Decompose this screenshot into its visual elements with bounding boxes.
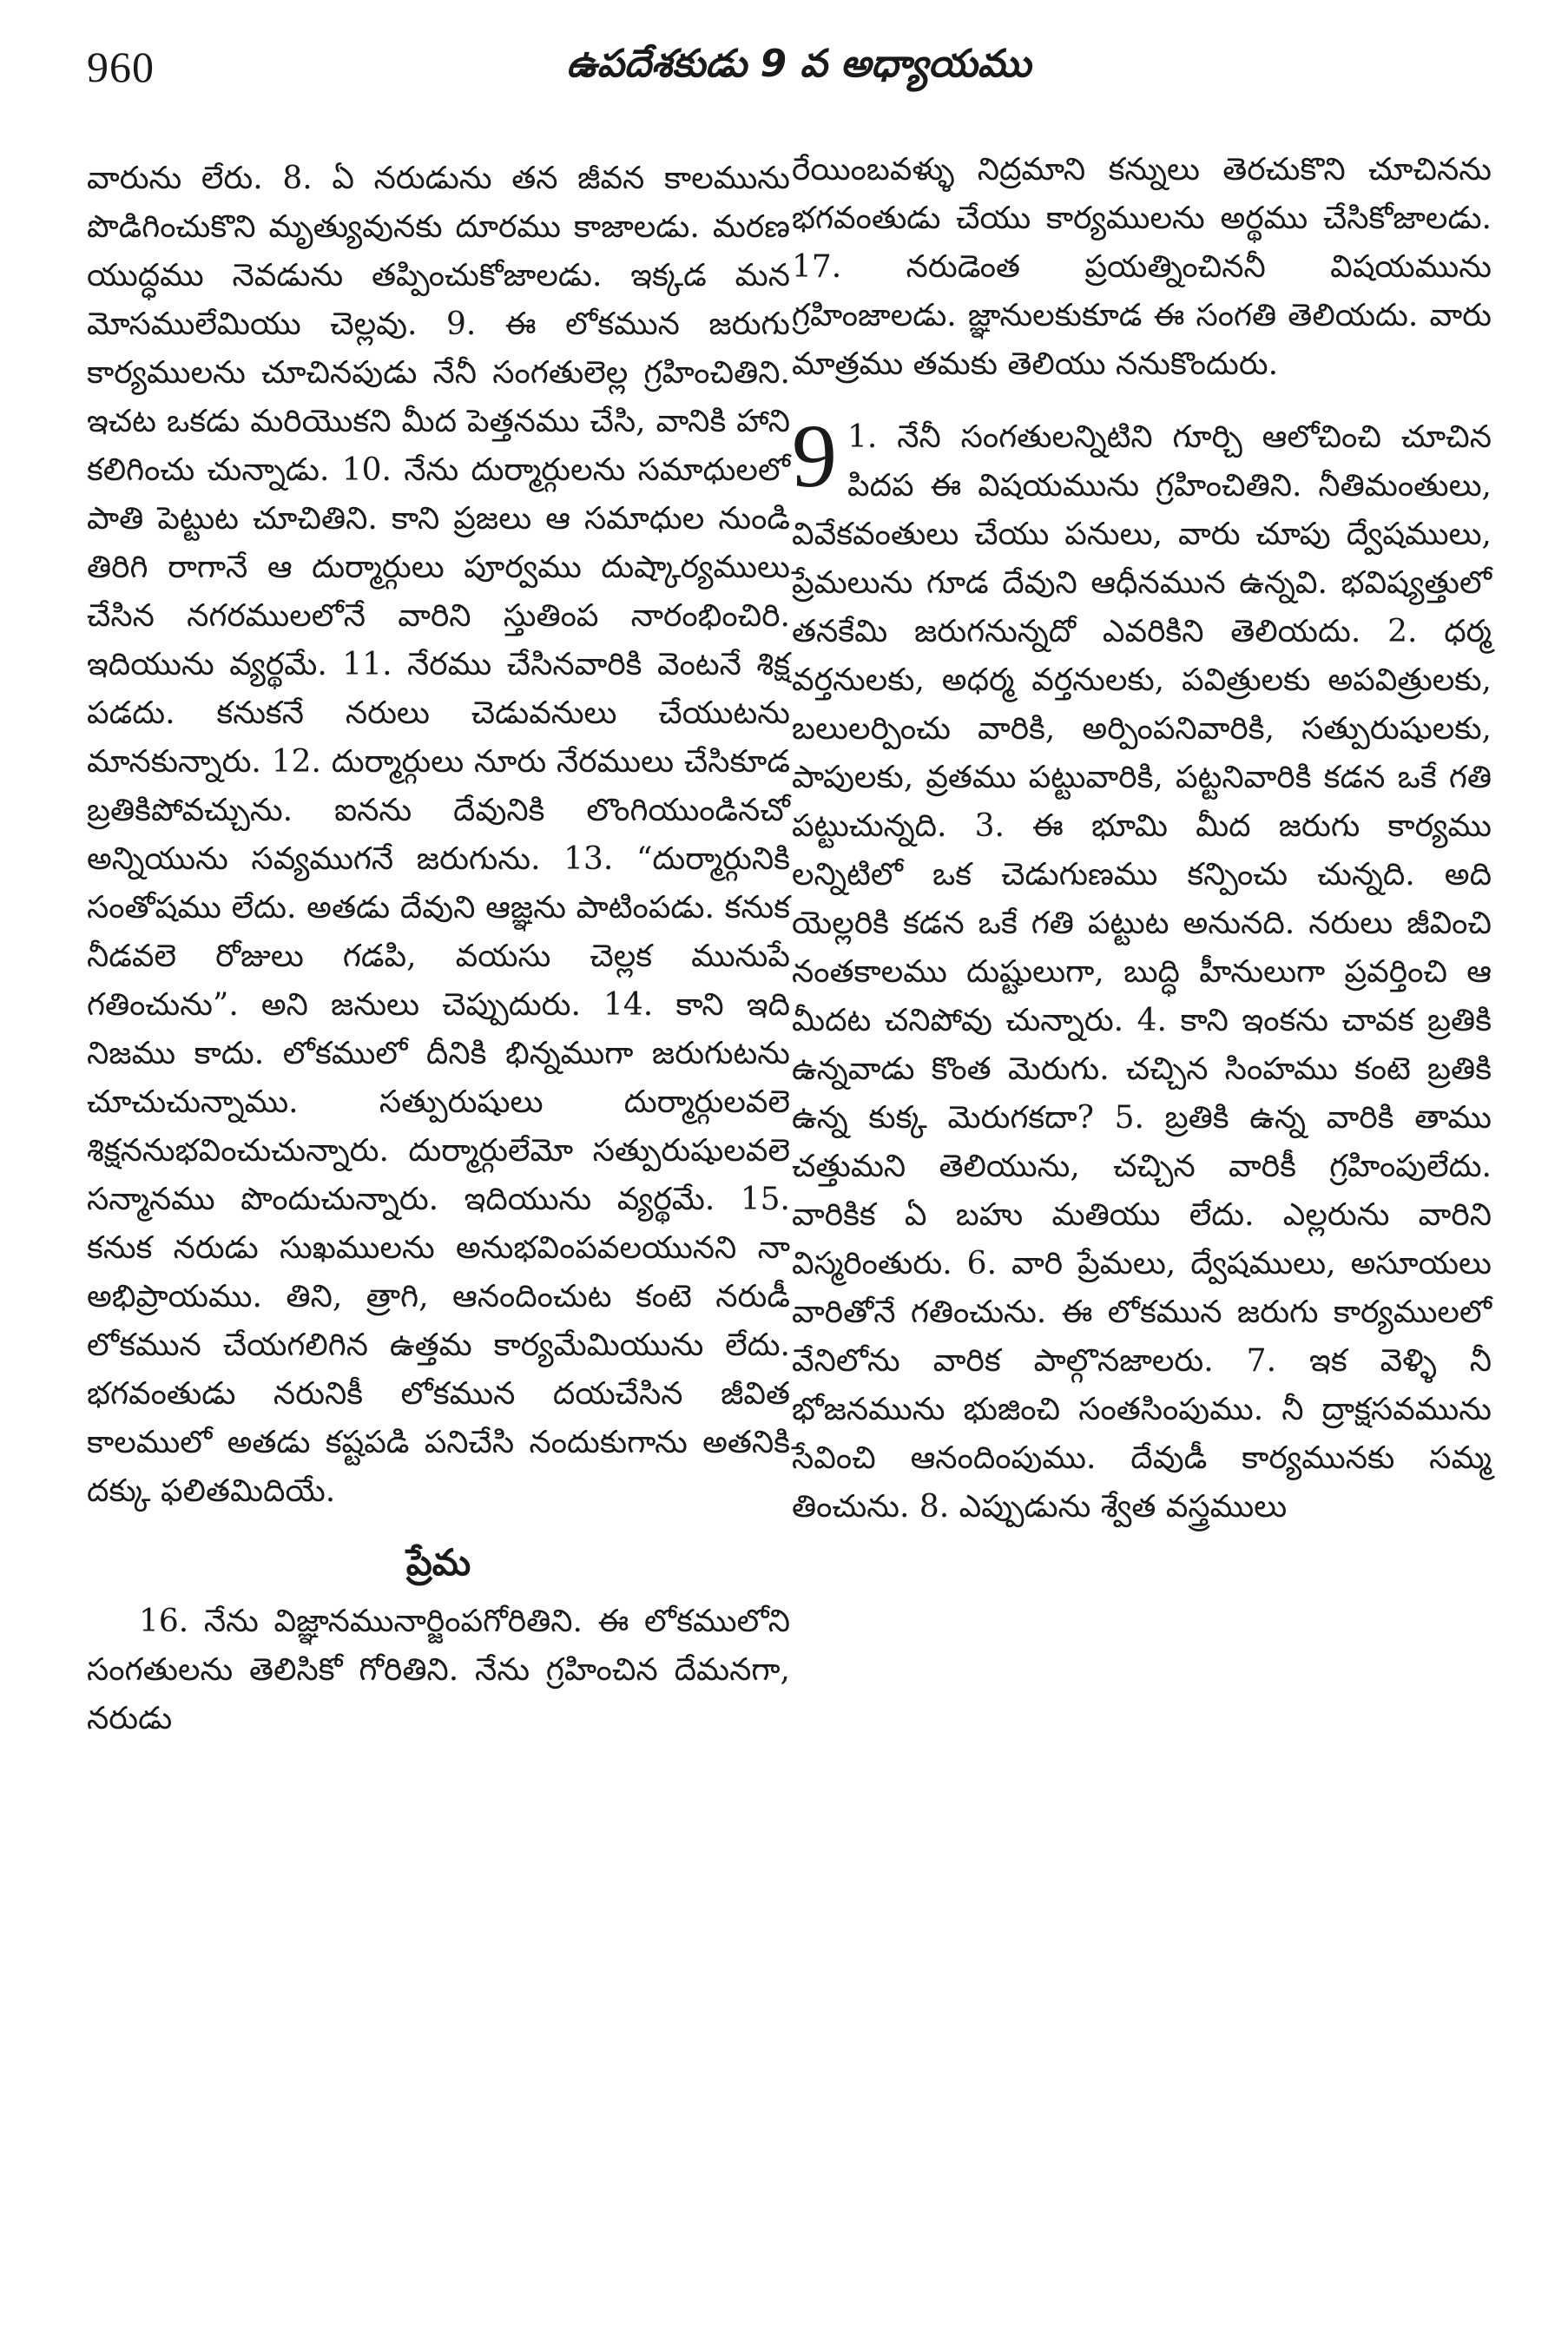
section-heading: ప్రేమ (405, 1541, 471, 1584)
left-column (87, 155, 790, 1743)
body-paragraph: రేయింబవళ్ళు నిద్రమాని కన్నులు తెరచుకొని చూచినను భగవంతుడు చేయు కార్యములను అర్థము చేసికోజాలడు. 17. నరుడెంత ప్రయత్నించిననీ విషయమును గ్రహింజాలడు. జ్ఞానులకుకూడ ఈ సంగతి తెలియదు. వారు మాత్రము తమకు తెలియు ననుకొందురు. (792, 152, 1492, 382)
page-header (0, 0, 1568, 139)
body-paragraph: వారును లేరు. 8. ఏ నరుడును తన జీవన కాలమును పొడిగించుకొని మృత్యువునకు దూరము కాజాలడు. మరణ యుద్ధము నెవడును తప్పించుకోజాలడు. ఇక్కడ మన మోసములేమియు చెల్లవు. 9. ఈ లోకమున జరుగు కార్యములను చూచినపుడు నేనీ సంగతులెల్ల గ్రహించితిని. ఇచట ఒకడు మరియొకని మీద పెత్తనము చేసి, వానికి హాని కలిగించు చున్నాడు. 10. నేను దుర్మార్గులను సమాధులలో పాతి పెట్టుట చూచితిని. కాని ప్రజలు ఆ సమాధుల నుండి తిరిగి రాగానే ఆ దుర్మార్గులు పూర్వము దుష్కార్యములు చేసిన నగరములలోనే వారిని స్తుతింప నారంభించిరి. ఇదియును వ్యర్థమే. 11. నేరము చేసినవారికి వెంటనే శిక్ష పడదు. కనుకనే నరులు చెడువనులు చేయుటను మానకున్నారు. 12. దుర్మార్గులు నూరు నేరములు చేసికూడ బ్రతికిపోవచ్చును. ఐనను దేవునికి లొంగియుండినచో అన్నియును సవ్యముగనే జరుగును. 13. “దుర్మార్గునికి సంతోషము లేదు. అతడు దేవుని ఆజ్ఞను పాటింపడు. కనుక నీడవలె రోజులు గడపి, వయసు చెల్లక మునుపే గతించును”. అని జనులు చెప్పుదురు. 14. కాని ఇది నిజము కాదు. లోకములో దీనికి భిన్నముగా జరుగుటను చూచుచున్నాము. సత్పురుషులు దుర్మార్గులవలె శిక్షననుభవించుచున్నారు. దుర్మార్గులేమో సత్పురుషులవలె సన్మానము పొందుచున్నారు. ఇదియును వ్యర్థమే. 15. కనుక నరుడు సుఖములను అనుభవింపవలయునని నా అభిప్రాయము. తిని, త్రాగి, ఆనందించుట కంటె నరుడీ లోకమున చేయగలిగిన ఉత్తమ కార్యమేమియును లేదు. భగవంతుడు నరునికీ లోకమున దయచేసిన జీవిత కాలములో అతడు కష్టపడి పనిచేసి నందుకుగాను అతనికి దక్కు ఫలితమిదియే. (87, 161, 790, 1509)
chapter-paragraph (792, 406, 1492, 1532)
chapter-text: 1. నేనీ సంగతులన్నిటిని గూర్చి ఆలోచించి చూచిన పిదప ఈ విషయమును గ్రహించితిని. నీతిమంతులు, వివేకవంతులు చేయు పనులు, వారు చూపు ద్వేషములు, ప్రేమలును గూడ దేవుని ఆధీనమున ఉన్నవి. భవిష్యత్తులో తనకేమి జరుగనున్నదో ఎవరికిని తెలియదు. 2. ధర్మ వర్తనులకు, అధర్మ వర్తనులకు, పవిత్రులకు అపవిత్రులకు, బలులర్పించు వారికి, అర్పింపనివారికి, సత్పురుషులకు, పాపులకు, వ్రతము పట్టువారికి, పట్టనివారికి కడన ఒకే గతి పట్టుచున్నది. 3. ఈ భూమి మీద జరుగు కార్యము లన్నిటిలో ఒక చెడుగుణము కన్పించు చున్నది. అది యెల్లరికి కడన ఒకే గతి పట్టుట అనునది. నరులు జీవించి నంతకాలము దుష్టులుగా, బుద్ధి హీనులుగా ప్రవర్తించి ఆ మీదట చనిపోవు చున్నారు. 4. కాని ఇంకను చావక బ్రతికి ఉన్నవాడు కొంత మెరుగు. చచ్చిన సింహము కంటె బ్రతికి ఉన్న కుక్క మెరుగకదా? 5. బ్రతికి ఉన్న వారికి తాము చత్తుమని తెలియును, చచ్చిన వారికీ గ్రహింపులేదు. వారికిక ఏ బహు మతియు లేదు. ఎల్లరును వారిని విస్మరింతురు. 6. వారి ప్రేమలు, ద్వేషములు, అసూయలు వారితోనే గతించును. ఈ లోకమున జరుగు కార్యములలో వేనిలోను వారిక పాల్గొనజాలరు. 7. ఇక వెళ్ళి నీ భోజనమును భుజించి సంతసింపుము. నీ ద్రాక్షసవమును సేవించి ఆనందింపుము. దేవుడీ కార్యమునకు సమ్మ తించును. 8. ఎప్పుడును శ్వేత వస్త్రములు (792, 419, 1492, 1525)
page-number: 960 (87, 43, 155, 91)
chapter-number: 9 (792, 406, 837, 506)
right-column (792, 146, 1492, 1532)
body-paragraph: 16. నేను విజ్ఞానమునార్జింపగోరితిని. ఈ లోకములోని సంగతులను తెలిసికో గోరితిని. నేను గ్రహించిన దేమనగా, నరుడు (87, 1604, 790, 1736)
running-title: ఉపదేశకుడు 9 వ అధ్యాయము (566, 42, 1031, 86)
